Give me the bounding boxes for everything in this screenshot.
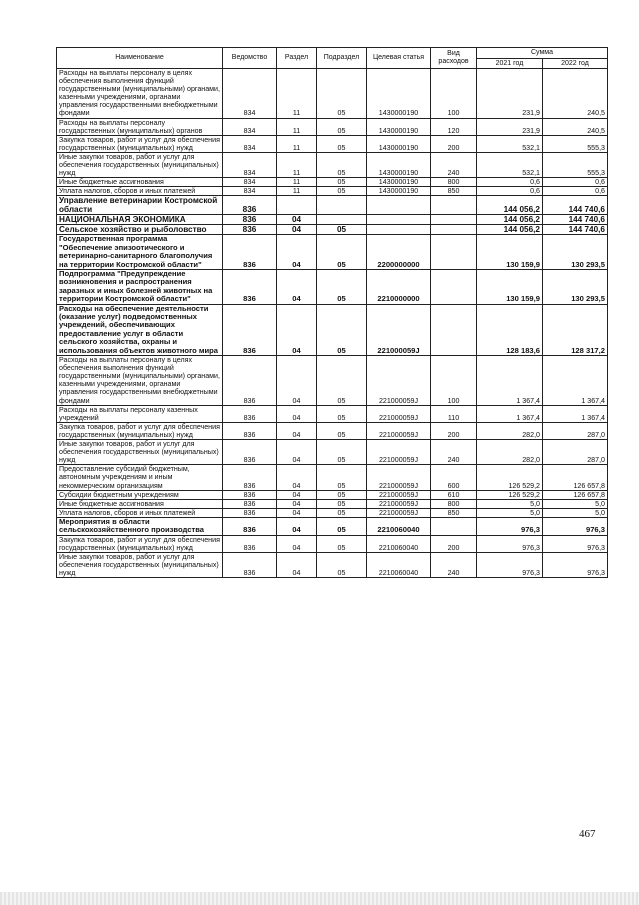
cell-type: [431, 215, 477, 225]
cell-subsection: [317, 196, 367, 215]
budget-table: [56, 47, 608, 578]
cell-name: Расходы на выплаты персоналу в целях обеспечения выполнения функций государственными (муниципальными) органами, казенными учреждениями, органами управления государственными внебюджетными фондами: [57, 69, 223, 119]
cell-type: 100: [431, 356, 477, 406]
cell-section: 04: [277, 535, 317, 552]
cell-type: 800: [431, 499, 477, 508]
cell-dept: 834: [223, 135, 277, 152]
cell-subsection: 05: [317, 225, 367, 235]
cell-2021: 231,9: [477, 69, 543, 119]
cell-target: 2210060040: [367, 535, 431, 552]
cell-type: [431, 196, 477, 215]
cell-subsection: 05: [317, 235, 367, 270]
cell-2022: 128 317,2: [543, 304, 608, 355]
cell-2021: 130 159,9: [477, 270, 543, 305]
cell-target: 221000059J: [367, 405, 431, 422]
cell-type: 240: [431, 552, 477, 577]
table-row: [57, 225, 608, 235]
cell-target: 1430000190: [367, 118, 431, 135]
cell-subsection: [317, 215, 367, 225]
cell-target: [367, 196, 431, 215]
cell-type: 600: [431, 465, 477, 490]
header-2021: 2021 год: [477, 59, 543, 69]
cell-target: 1430000190: [367, 69, 431, 119]
table-row: [57, 196, 608, 215]
cell-section: [277, 196, 317, 215]
cell-target: 2200000000: [367, 235, 431, 270]
cell-target: 221000059J: [367, 499, 431, 508]
header-section: Раздел: [277, 48, 317, 69]
cell-section: 11: [277, 152, 317, 177]
cell-2022: 240,5: [543, 118, 608, 135]
cell-2021: 282,0: [477, 422, 543, 439]
cell-name: Иные закупки товаров, работ и услуг для обеспечения государственных (муниципальных) нужд: [57, 440, 223, 465]
table-row: [57, 490, 608, 499]
cell-type: 110: [431, 405, 477, 422]
cell-section: 04: [277, 517, 317, 535]
cell-2021: 5,0: [477, 508, 543, 517]
table-body: [57, 69, 608, 578]
cell-dept: 836: [223, 465, 277, 490]
scan-edge: [0, 892, 639, 905]
header-dept: Ведомство: [223, 48, 277, 69]
cell-target: 221000059J: [367, 440, 431, 465]
cell-2021: 128 183,6: [477, 304, 543, 355]
cell-subsection: 05: [317, 405, 367, 422]
cell-subsection: 05: [317, 187, 367, 196]
cell-subsection: 05: [317, 535, 367, 552]
cell-2022: 5,0: [543, 499, 608, 508]
table-row: [57, 118, 608, 135]
cell-2022: 976,3: [543, 552, 608, 577]
cell-name: Иные бюджетные ассигнования: [57, 178, 223, 187]
cell-type: 800: [431, 178, 477, 187]
cell-2022: 144 740,6: [543, 225, 608, 235]
cell-2021: 130 159,9: [477, 235, 543, 270]
table-row: [57, 178, 608, 187]
cell-subsection: 05: [317, 69, 367, 119]
cell-2021: 144 056,2: [477, 225, 543, 235]
table-row: [57, 535, 608, 552]
cell-section: 04: [277, 552, 317, 577]
cell-subsection: 05: [317, 499, 367, 508]
cell-name: Закупка товаров, работ и услуг для обеспечения государственных (муниципальных) нужд: [57, 535, 223, 552]
cell-target: [367, 225, 431, 235]
cell-type: 200: [431, 135, 477, 152]
table-row: [57, 517, 608, 535]
header-name: Наименование: [57, 48, 223, 69]
cell-target: 2210060040: [367, 517, 431, 535]
cell-2022: 1 367,4: [543, 356, 608, 406]
cell-2021: 231,9: [477, 118, 543, 135]
cell-subsection: 05: [317, 135, 367, 152]
cell-section: 11: [277, 135, 317, 152]
cell-target: 221000059J: [367, 422, 431, 439]
cell-target: 221000059J: [367, 465, 431, 490]
cell-2022: 287,0: [543, 422, 608, 439]
cell-section: 11: [277, 69, 317, 119]
cell-section: 04: [277, 235, 317, 270]
cell-name: НАЦИОНАЛЬНАЯ ЭКОНОМИКА: [57, 215, 223, 225]
cell-name: Закупка товаров, работ и услуг для обеспечения государственных (муниципальных) нужд: [57, 422, 223, 439]
cell-name: Уплата налогов, сборов и иных платежей: [57, 508, 223, 517]
cell-name: Субсидии бюджетным учреждениям: [57, 490, 223, 499]
cell-2021: 144 056,2: [477, 215, 543, 225]
cell-type: [431, 225, 477, 235]
cell-subsection: 05: [317, 304, 367, 355]
cell-dept: 836: [223, 552, 277, 577]
cell-2022: 130 293,5: [543, 270, 608, 305]
cell-section: 04: [277, 465, 317, 490]
cell-section: 04: [277, 270, 317, 305]
cell-2021: 532,1: [477, 152, 543, 177]
table-row: [57, 508, 608, 517]
cell-2022: 126 657,8: [543, 465, 608, 490]
table-row: [57, 440, 608, 465]
header-2022: 2022 год: [543, 59, 608, 69]
cell-name: Мероприятия в области сельскохозяйственного производства: [57, 517, 223, 535]
cell-name: Расходы на выплаты персоналу казенных учреждений: [57, 405, 223, 422]
cell-2022: 0,6: [543, 187, 608, 196]
cell-dept: 834: [223, 69, 277, 119]
cell-target: 1430000190: [367, 152, 431, 177]
cell-type: 850: [431, 508, 477, 517]
cell-2022: 0,6: [543, 178, 608, 187]
cell-2021: 976,3: [477, 535, 543, 552]
cell-target: 221000059J: [367, 508, 431, 517]
cell-name: Иные закупки товаров, работ и услуг для обеспечения государственных (муниципальных) нужд: [57, 552, 223, 577]
cell-type: 200: [431, 422, 477, 439]
cell-dept: 834: [223, 187, 277, 196]
cell-subsection: 05: [317, 517, 367, 535]
cell-2021: 126 529,2: [477, 490, 543, 499]
cell-section: 04: [277, 440, 317, 465]
cell-2022: 976,3: [543, 535, 608, 552]
table-row: [57, 135, 608, 152]
cell-section: 04: [277, 356, 317, 406]
cell-type: 120: [431, 118, 477, 135]
table-row: [57, 270, 608, 305]
cell-2022: 240,5: [543, 69, 608, 119]
cell-name: Уплата налогов, сборов и иных платежей: [57, 187, 223, 196]
cell-type: 610: [431, 490, 477, 499]
cell-dept: 836: [223, 517, 277, 535]
cell-subsection: 05: [317, 118, 367, 135]
header-subsection: Подраздел: [317, 48, 367, 69]
cell-section: 04: [277, 508, 317, 517]
table-row: [57, 187, 608, 196]
cell-2021: 1 367,4: [477, 356, 543, 406]
cell-type: 240: [431, 440, 477, 465]
cell-2021: 126 529,2: [477, 465, 543, 490]
table-row: [57, 552, 608, 577]
table-row: [57, 215, 608, 225]
table-row: [57, 499, 608, 508]
cell-dept: 836: [223, 270, 277, 305]
table-row: [57, 465, 608, 490]
cell-section: 04: [277, 215, 317, 225]
table-row: [57, 69, 608, 119]
cell-dept: 836: [223, 196, 277, 215]
cell-dept: 836: [223, 440, 277, 465]
cell-2021: 5,0: [477, 499, 543, 508]
cell-name: Расходы на обеспечение деятельности (оказание услуг) подведомственных учреждений, обеспечивающих предоставление услуг в области сельского хозяйства, охраны и использования объектов животного мира: [57, 304, 223, 355]
cell-section: 04: [277, 225, 317, 235]
cell-2021: 282,0: [477, 440, 543, 465]
cell-name: Иные закупки товаров, работ и услуг для обеспечения государственных (муниципальных) нужд: [57, 152, 223, 177]
cell-subsection: 05: [317, 552, 367, 577]
cell-target: 1430000190: [367, 178, 431, 187]
cell-type: 100: [431, 69, 477, 119]
cell-dept: 836: [223, 490, 277, 499]
cell-2022: 976,3: [543, 517, 608, 535]
cell-subsection: 05: [317, 508, 367, 517]
cell-2022: 126 657,8: [543, 490, 608, 499]
cell-subsection: 05: [317, 152, 367, 177]
cell-section: 11: [277, 178, 317, 187]
cell-target: 221000059J: [367, 356, 431, 406]
cell-dept: 836: [223, 508, 277, 517]
header-sum: Сумма: [477, 48, 608, 59]
cell-type: [431, 270, 477, 305]
table-row: [57, 235, 608, 270]
table-row: [57, 405, 608, 422]
cell-subsection: 05: [317, 422, 367, 439]
header-type: Вид расходов: [431, 48, 477, 69]
cell-name: Расходы на выплаты персоналу в целях обеспечения выполнения функций государственными (муниципальными) органами, казенными учреждениями, органами управления государственными внебюджетными фондами: [57, 356, 223, 406]
cell-type: [431, 235, 477, 270]
cell-name: Расходы на выплаты персоналу государственных (муниципальных) органов: [57, 118, 223, 135]
cell-2021: 144 056,2: [477, 196, 543, 215]
cell-2021: 1 367,4: [477, 405, 543, 422]
cell-2021: 976,3: [477, 517, 543, 535]
table-row: [57, 304, 608, 355]
cell-dept: 836: [223, 356, 277, 406]
cell-2021: 0,6: [477, 187, 543, 196]
cell-2022: 287,0: [543, 440, 608, 465]
page-number: 467: [579, 828, 596, 840]
cell-target: 2210000000: [367, 270, 431, 305]
cell-target: [367, 215, 431, 225]
cell-dept: 836: [223, 535, 277, 552]
cell-2022: 555,3: [543, 152, 608, 177]
cell-2022: 144 740,6: [543, 215, 608, 225]
table-row: [57, 356, 608, 406]
cell-name: Государственная программа "Обеспечение эпизоотического и ветеринарно-санитарного благополучия на территории Костромской области": [57, 235, 223, 270]
cell-section: 11: [277, 118, 317, 135]
cell-2021: 0,6: [477, 178, 543, 187]
cell-dept: 834: [223, 152, 277, 177]
cell-type: 240: [431, 152, 477, 177]
cell-target: 2210060040: [367, 552, 431, 577]
cell-section: 04: [277, 490, 317, 499]
cell-type: 850: [431, 187, 477, 196]
cell-2022: 144 740,6: [543, 196, 608, 215]
cell-2022: 1 367,4: [543, 405, 608, 422]
cell-dept: 836: [223, 215, 277, 225]
cell-name: Закупка товаров, работ и услуг для обеспечения государственных (муниципальных) нужд: [57, 135, 223, 152]
cell-name: Предоставление субсидий бюджетным, автономным учреждениям и иным некоммерческим организациям: [57, 465, 223, 490]
cell-type: 200: [431, 535, 477, 552]
cell-section: 04: [277, 499, 317, 508]
cell-name: Подпрограмма "Предупреждение возникновения и распространения заразных и иных болезней животных на территории Костромской области": [57, 270, 223, 305]
cell-section: 11: [277, 187, 317, 196]
cell-subsection: 05: [317, 490, 367, 499]
cell-subsection: 05: [317, 270, 367, 305]
cell-2022: 5,0: [543, 508, 608, 517]
cell-dept: 836: [223, 422, 277, 439]
cell-dept: 834: [223, 118, 277, 135]
cell-section: 04: [277, 304, 317, 355]
cell-dept: 836: [223, 405, 277, 422]
cell-dept: 836: [223, 225, 277, 235]
cell-2022: 555,3: [543, 135, 608, 152]
cell-target: 221000059J: [367, 304, 431, 355]
cell-dept: 836: [223, 304, 277, 355]
cell-2021: 976,3: [477, 552, 543, 577]
cell-name: Сельское хозяйство и рыболовство: [57, 225, 223, 235]
cell-section: 04: [277, 405, 317, 422]
cell-target: 1430000190: [367, 135, 431, 152]
cell-2022: 130 293,5: [543, 235, 608, 270]
cell-type: [431, 304, 477, 355]
cell-dept: 836: [223, 235, 277, 270]
cell-target: 221000059J: [367, 490, 431, 499]
cell-target: 1430000190: [367, 187, 431, 196]
header-target: Целевая статья: [367, 48, 431, 69]
cell-subsection: 05: [317, 356, 367, 406]
table-row: [57, 152, 608, 177]
cell-type: [431, 517, 477, 535]
cell-name: Иные бюджетные ассигнования: [57, 499, 223, 508]
cell-subsection: 05: [317, 440, 367, 465]
cell-name: Управление ветеринарии Костромской области: [57, 196, 223, 215]
cell-dept: 836: [223, 499, 277, 508]
cell-dept: 834: [223, 178, 277, 187]
cell-subsection: 05: [317, 178, 367, 187]
cell-2021: 532,1: [477, 135, 543, 152]
table-row: [57, 422, 608, 439]
cell-section: 04: [277, 422, 317, 439]
cell-subsection: 05: [317, 465, 367, 490]
